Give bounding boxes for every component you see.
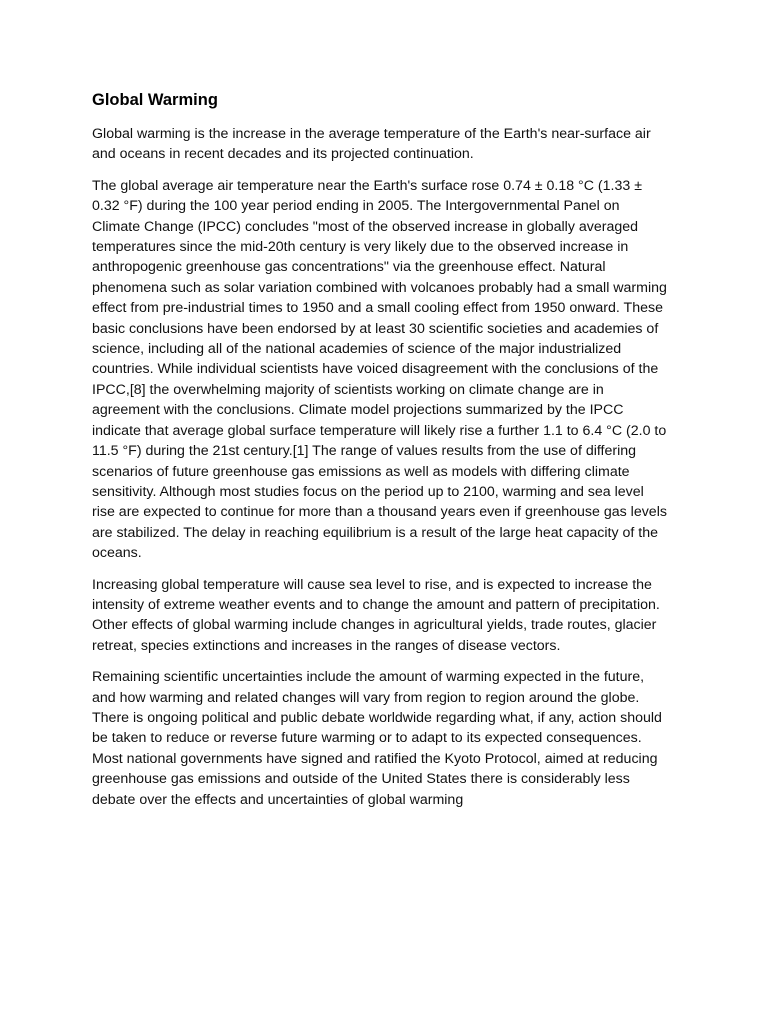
paragraph-effects: Increasing global temperature will cause sea level to rise, and is expected to increase the intensity of extreme weather events and to change the amount and pattern of precipitation. Other effects of global warming include changes in agricultural yields, trade routes, glacier retreat, species extinctions and increases in the ranges of disease vectors. <box>92 576 660 654</box>
paragraph-temperature-rise: The global average air temperature near the Earth's surface rose 0.74 ± 0.18 °C (1.33 ± 0.32 °F) during the 100 year period ending in 2005. The Intergovernmental Panel on Climate Change (IPCC) concludes "most of the observed increase in globally averaged temperatures since the mid-20th century is very likely due to the observed increase in anthropogenic greenhouse gas concentrations" via the greenhouse effect. Natural phenomena such as solar variation combined with volcanoes probably had a small warming effect from pre-industrial times to 1950 and a small cooling effect from 1950 onward. These basic conclusions have been endorsed by at least 30 scientific societies and academies of science, including all of the national academies of science of the major industrialized countries. While individual scientists have voiced disagreement with the conclusions of the IPCC,[8] the overwhelming majority of scientists working on climate change are in agreement with the conclusions. Climate model projections summarized by the IPCC indicate that average global surface temperature will likely rise a further 1.1 to 6.4 °C (2.0 to 11.5 °F) during the 21st century.[1] The range of values results from the use of differing scenarios of future greenhouse gas emissions as well as models with differing climate sensitivity. Although most studies focus on the period up to 2100, warming and sea level rise are expected to continue for more than a thousand years even if greenhouse gas levels are stabilized. The delay in reaching equilibrium is a result of the large heat capacity of the oceans. <box>92 177 667 562</box>
document-title: Global Warming <box>92 91 218 109</box>
paragraph-uncertainties: Remaining scientific uncertainties include the amount of warming expected in the future, and how warming and related changes will vary from region to region around the globe. There is ongoing political and public debate worldwide regarding what, if any, action should be taken to reduce or reverse future warming or to adapt to its expected consequences. Most national governments have signed and ratified the Kyoto Protocol, aimed at reducing greenhouse gas emissions and outside of the United States there is considerably less debate over the effects and uncertainties of global warming <box>92 669 662 808</box>
paragraph-definition: Global warming is the increase in the average temperature of the Earth's near-surface air and oceans in recent decades and its projected continuation. <box>92 126 651 163</box>
document-body <box>92 88 670 810</box>
